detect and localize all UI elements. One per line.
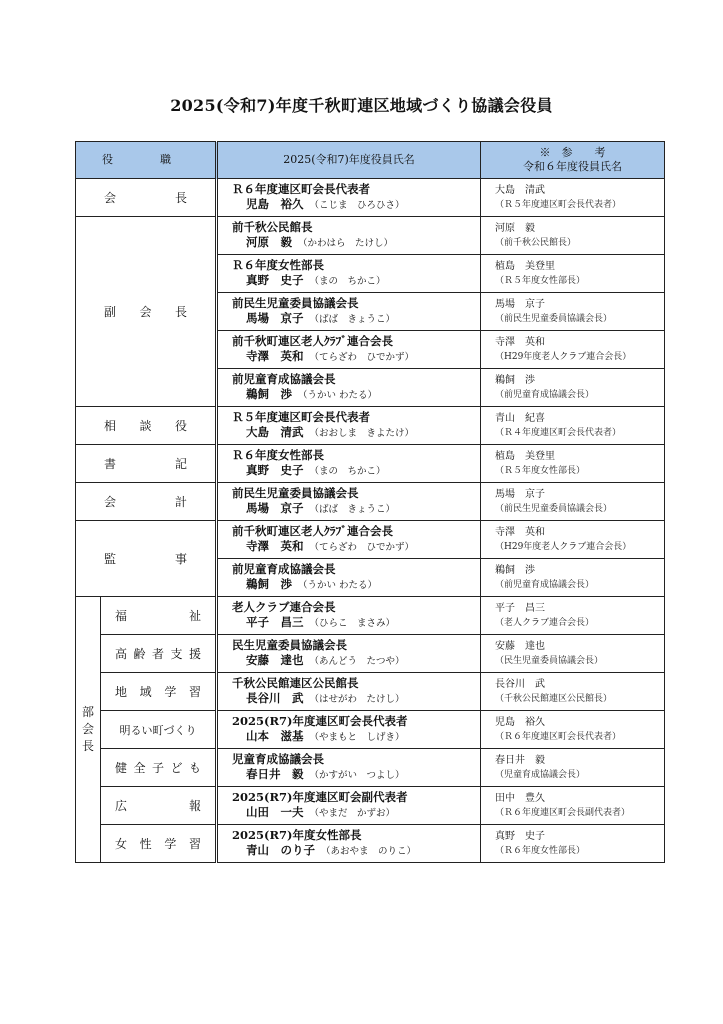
role-label: 監 事 [104,552,187,566]
officer-kana: （ばば きょうこ） [309,504,396,515]
officer-cell [217,407,481,445]
officer-position: 前児童育成協議会長 [232,372,336,386]
role-label: 副 会 長 [104,305,187,319]
officer-name: 馬場 京子 [246,311,304,325]
officer-cell [217,483,481,521]
officer-cell [217,711,481,749]
reference-name: 田中 豊久 [495,792,545,804]
officer-name: 大島 清武 [246,425,304,439]
reference-note: （前民生児童委員協議会長） [495,503,613,514]
officer-position: 前千秋町連区老人ｸﾗﾌﾞ連合会長 [232,524,393,538]
reference-name: 寺澤 英和 [495,526,545,538]
committee-role: 広 報 [101,787,217,825]
committee-role: 女 性 学 習 [101,825,217,863]
reference-cell [481,521,665,559]
reference-note: （Ｒ６年度連区町会長副代表者） [495,807,631,818]
reference-cell [481,597,665,635]
reference-name: 児島 裕久 [495,716,545,728]
officer-kana: （ばば きょうこ） [309,314,396,325]
role-label: 書 記 [104,457,187,471]
officer-kana: （うかい わたる） [298,390,378,401]
officer-kana: （まの ちかこ） [309,466,386,477]
reference-note: （H29年度老人クラブ連合会長） [495,351,632,362]
officer-position: Ｒ６年度女性部長 [232,258,324,272]
officer-position: 前民生児童委員協議会長 [232,296,359,310]
reference-cell [481,217,665,255]
officer-cell [217,597,481,635]
reference-note: （民生児童委員協議会長） [495,655,604,666]
officer-kana: （てらざわ ひでかず） [309,352,415,363]
reference-name: 春日井 毅 [495,754,545,766]
officer-position: 前千秋町連区老人ｸﾗﾌﾞ連合会長 [232,334,393,348]
table-row [76,635,665,673]
reference-name: 馬場 京子 [495,488,545,500]
officer-name: 寺澤 英和 [246,539,304,553]
role-cell [76,445,217,483]
reference-name: 平子 昌三 [495,602,545,614]
reference-name: 大島 清武 [495,184,545,196]
reference-name: 鵜飼 渉 [495,564,535,576]
officer-name: 鵜飼 渉 [246,577,292,591]
reference-cell [481,293,665,331]
reference-note: （Ｒ４年度連区町会長代表者） [495,427,622,438]
reference-note: （前児童育成協議会長） [495,579,595,590]
reference-cell [481,483,665,521]
committee-role: 地 域 学 習 [101,673,217,711]
role-cell [76,521,217,597]
officer-position: Ｒ６年度女性部長 [232,448,324,462]
officer-name: 真野 史子 [246,273,304,287]
officer-name: 青山 のり子 [246,843,315,857]
role-cell [76,407,217,445]
reference-name: 真野 史子 [495,830,545,842]
officer-cell [217,673,481,711]
officer-position: 2025(R7)年度女性部長 [232,828,362,842]
officer-cell [217,331,481,369]
officer-cell [217,179,481,217]
reference-cell [481,445,665,483]
officer-kana: （こじま ひろひさ） [309,200,405,211]
reference-note: （児童育成協議会長） [495,769,586,780]
header-reference: ※ 参 考 令和６年度役員氏名 [481,142,665,179]
officer-cell [217,521,481,559]
table-row [76,483,665,521]
reference-name: 長谷川 武 [495,678,545,690]
officer-kana: （まの ちかこ） [309,276,386,287]
reference-cell [481,673,665,711]
officer-position: 児童育成協議会長 [232,752,324,766]
officer-name: 寺澤 英和 [246,349,304,363]
header-name: 2025(令和7)年度役員氏名 [217,142,481,179]
reference-note: （Ｒ５年度連区町会長代表者） [495,199,622,210]
officer-kana: （かわはら たけし） [298,238,394,249]
page-title: 2025(令和7)年度千秋町連区地域づくり協議会役員 [170,96,553,115]
reference-name: 青山 紀喜 [495,412,545,424]
officer-position: 前民生児童委員協議会長 [232,486,359,500]
officer-cell [217,293,481,331]
reference-note: （Ｒ５年度女性部長） [495,465,586,476]
officer-name: 鵜飼 渉 [246,387,292,401]
reference-cell [481,749,665,787]
table-row [76,825,665,863]
officer-kana: （てらざわ ひでかず） [309,542,415,553]
table-row [76,179,665,217]
officer-kana: （あおやま のりこ） [321,846,417,857]
table-row [76,749,665,787]
officer-cell [217,217,481,255]
officer-name: 河原 毅 [246,235,292,249]
reference-name: 馬場 京子 [495,298,545,310]
table-row [76,711,665,749]
reference-note: （H29年度老人クラブ連合会長） [495,541,632,552]
table-row [76,407,665,445]
officer-position: 老人クラブ連合会長 [232,600,336,614]
officer-kana: （かすがい つよし） [309,770,405,781]
officer-name: 春日井 毅 [246,767,304,781]
reference-name: 鵜飼 渉 [495,374,535,386]
committee-role: 明るい町づくり [101,711,217,749]
reference-name: 寺澤 英和 [495,336,545,348]
table-header [76,142,665,179]
officer-cell [217,787,481,825]
reference-note: （前児童育成協議会長） [495,389,595,400]
table-row [76,521,665,559]
reference-note: （老人クラブ連合会長） [495,617,595,628]
reference-name: 植島 美登里 [495,260,555,272]
reference-name: 河原 毅 [495,222,535,234]
officer-position: 前千秋公民館長 [232,220,313,234]
officer-name: 山田 一夫 [246,805,304,819]
table-row [76,787,665,825]
table-row [76,445,665,483]
officer-name: 児島 裕久 [246,197,304,211]
table-row [76,597,665,635]
role-cell [76,483,217,521]
officer-name: 山本 滋基 [246,729,304,743]
officer-position: 2025(R7)年度連区町会長代表者 [232,714,408,728]
reference-note: （Ｒ５年度女性部長） [495,275,586,286]
reference-cell [481,369,665,407]
reference-note: （前千秋公民館長） [495,237,577,248]
officer-cell [217,369,481,407]
officer-kana: （やまもと しげき） [309,732,405,743]
reference-cell [481,787,665,825]
officer-cell [217,559,481,597]
officer-name: 真野 史子 [246,463,304,477]
officer-kana: （はせがわ たけし） [309,694,405,705]
table-row [76,217,665,255]
bukaicho-label: 部 会 長 [76,597,101,863]
officer-position: 千秋公民館連区公民館長 [232,676,359,690]
officer-kana: （やまだ かずお） [309,808,396,819]
committee-role: 健 全 子 ど も [101,749,217,787]
officer-name: 平子 昌三 [246,615,304,629]
reference-name: 安藤 達也 [495,640,545,652]
officer-name: 馬場 京子 [246,501,304,515]
officer-position: 2025(R7)年度連区町会副代表者 [232,790,408,804]
officer-kana: （ひらこ まさみ） [309,618,396,629]
officer-cell [217,255,481,293]
officer-cell [217,635,481,673]
officer-position: 民生児童委員協議会長 [232,638,347,652]
officer-kana: （うかい わたる） [298,580,378,591]
officer-position: Ｒ６年度連区町会長代表者 [232,182,370,196]
reference-note: （前民生児童委員協議会長） [495,313,613,324]
officer-position: Ｒ５年度連区町会長代表者 [232,410,370,424]
reference-cell [481,635,665,673]
reference-cell [481,825,665,863]
officers-table [75,141,665,863]
officer-name: 安藤 達也 [246,653,304,667]
role-cell [76,179,217,217]
officer-name: 長谷川 武 [246,691,304,705]
reference-cell [481,331,665,369]
header-role: 役 職 [76,142,217,179]
reference-name: 植島 美登里 [495,450,555,462]
reference-note: （Ｒ６年度女性部長） [495,845,586,856]
committee-role: 高 齢 者 支 援 [101,635,217,673]
officer-cell [217,445,481,483]
role-cell [76,217,217,407]
reference-cell [481,407,665,445]
reference-note: （Ｒ６年度連区町会長代表者） [495,731,622,742]
role-label: 会 長 [104,191,187,205]
officer-position: 前児童育成協議会長 [232,562,336,576]
officer-cell [217,825,481,863]
reference-cell [481,711,665,749]
officer-cell [217,749,481,787]
role-label: 会 計 [104,495,187,509]
reference-note: （千秋公民館連区公民館長） [495,693,613,704]
committee-role: 福 祉 [101,597,217,635]
officer-kana: （あんどう たつや） [309,656,405,667]
officer-kana: （おおしま きよたけ） [309,428,415,439]
reference-cell [481,179,665,217]
reference-cell [481,255,665,293]
reference-cell [481,559,665,597]
table-row [76,673,665,711]
role-label: 相 談 役 [104,419,187,433]
